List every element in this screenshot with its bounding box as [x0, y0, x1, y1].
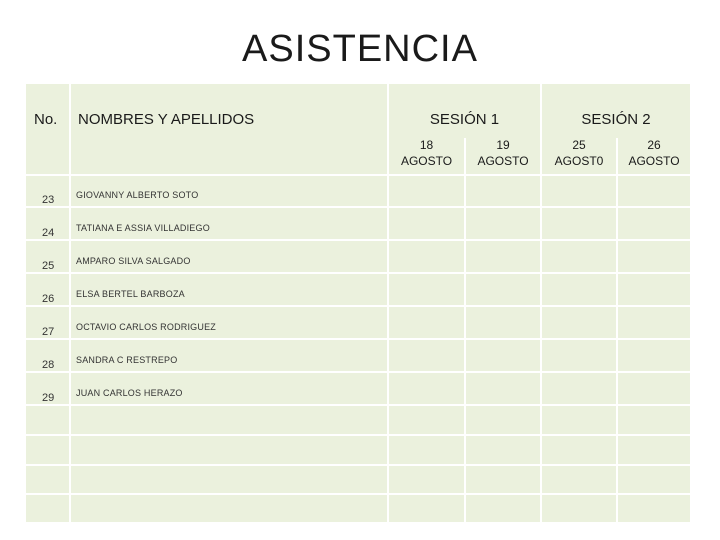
grid-line	[26, 404, 690, 406]
header-nombres: NOMBRES Y APELLIDOS	[78, 111, 255, 128]
date-header	[618, 137, 690, 169]
attendance-table	[26, 84, 690, 522]
header-sesion-2: SESIÓN 2	[581, 111, 651, 128]
grid-line	[26, 464, 690, 466]
row-number: 26	[42, 293, 55, 305]
row-name: ELSA BERTEL BARBOZA	[76, 289, 185, 299]
date-month: AGOSTO	[628, 154, 680, 168]
grid-line	[26, 239, 690, 241]
date-month: AGOSTO	[400, 154, 453, 168]
row-number: 25	[42, 260, 55, 272]
row-number: 29	[42, 392, 55, 404]
date-header	[542, 137, 616, 169]
date-day: 26	[647, 138, 661, 152]
date-month: AGOST0	[554, 154, 604, 168]
row-number: 27	[42, 326, 55, 338]
header-no: No.	[34, 111, 58, 128]
grid-line	[26, 434, 690, 436]
row-name: SANDRA C RESTREPO	[76, 355, 178, 365]
date-month: AGOSTO	[477, 154, 529, 168]
grid-line	[26, 371, 690, 373]
row-name: GIOVANNY ALBERTO SOTO	[76, 190, 199, 200]
row-number: 28	[42, 359, 55, 371]
date-header	[466, 137, 540, 169]
grid-line	[69, 84, 71, 522]
page-title: ASISTENCIA	[242, 28, 478, 70]
grid-line	[26, 272, 690, 274]
date-header	[389, 137, 464, 169]
grid-line	[26, 206, 690, 208]
grid-line	[26, 493, 690, 495]
row-name: OCTAVIO CARLOS RODRIGUEZ	[76, 322, 216, 332]
row-name: JUAN CARLOS HERAZO	[76, 388, 183, 398]
date-day: 25	[572, 138, 586, 152]
grid-line	[26, 174, 690, 176]
header-sesion-1: SESIÓN 1	[429, 111, 500, 128]
grid-line	[26, 305, 690, 307]
row-name: TATIANA E ASSIA VILLADIEGO	[76, 223, 210, 233]
row-number: 23	[42, 194, 55, 206]
date-day: 18	[419, 138, 434, 152]
date-day: 19	[496, 138, 510, 152]
grid-line	[26, 338, 690, 340]
row-number: 24	[42, 227, 55, 239]
row-name: AMPARO SILVA SALGADO	[76, 256, 191, 266]
